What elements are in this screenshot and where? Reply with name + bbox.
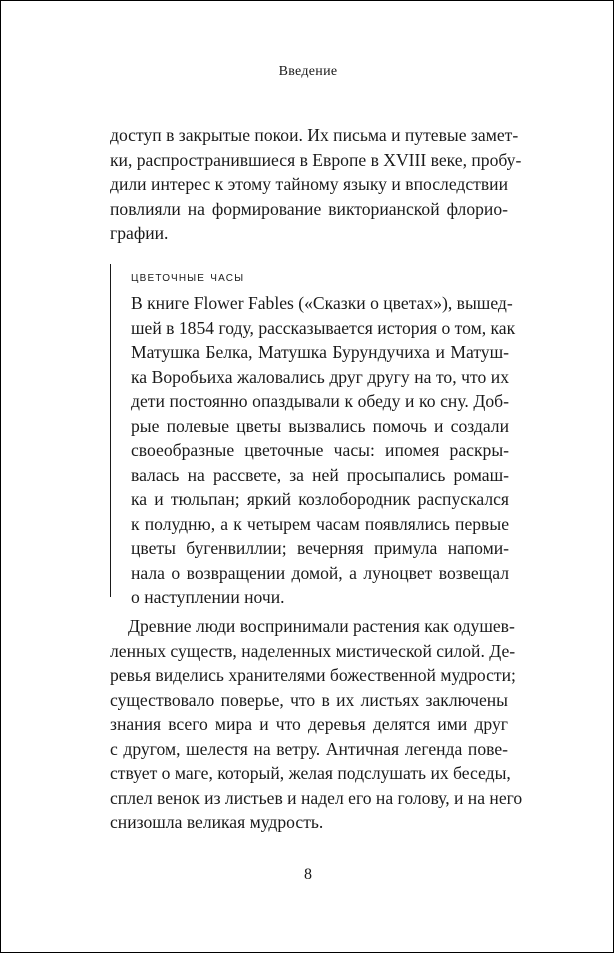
text-line: рые полевые цветы вызвались помочь и создали — [131, 415, 509, 436]
text-line: с другом, шелестя на ветру. Античная легенда пове- — [110, 738, 508, 759]
sidebar-box — [110, 264, 516, 607]
text-line: Древние люди воспринимали растения как одушев- — [128, 616, 515, 636]
text-line: повлияли на формирование викторианской флорио- — [110, 198, 508, 219]
text-line: ревья виделись хранителями божественной мудрости; — [110, 665, 516, 685]
text-line: снизошла великая мудрость. — [110, 812, 324, 832]
text-line: ки, распространившиеся в Европе в XVIII веке, пробу- — [110, 149, 522, 170]
text-line: дети постоянно опаздывали к обеду и ко сну. Доб- — [131, 391, 509, 411]
paragraph — [110, 614, 523, 835]
paragraph-continued — [110, 123, 522, 246]
text-line: ствует о маге, который, желая подслушать их беседы, — [110, 763, 511, 783]
text-line: дили интерес к этому тайному языку и впоследствии — [110, 174, 508, 194]
page-number: 8 — [304, 866, 312, 883]
text-line: шей в 1854 году, рассказывается история о том, как — [131, 317, 516, 338]
text-line: валась на рассвете, за ней просыпались ромаш- — [131, 464, 509, 485]
text-line: графии. — [110, 223, 169, 243]
text-line: существовало поверье, что в их листьях заключены — [110, 689, 508, 710]
text-line: о наступлении ночи. — [131, 587, 285, 607]
text-line: сплел венок из листьев и надел его на голову, и на него — [110, 787, 523, 808]
text-line: ка и тюльпан; яркий козлобородник распускался — [131, 489, 509, 509]
text-line: доступ в закрытые покои. Их письма и путевые замет- — [110, 125, 519, 145]
running-head: Введение — [278, 64, 338, 79]
sidebar-title: цветочные часы — [131, 268, 245, 284]
text-line: ка Воробьиха жаловались друг другу на то, что их — [131, 366, 509, 387]
sidebar-text — [131, 291, 516, 610]
text-line: к полудню, а к четырем часам появлялись первые — [131, 513, 509, 534]
text-line: знания всего мира и что деревья делятся ими друг — [110, 714, 508, 734]
text-line: нала о возвращении домой, а луноцвет возвещал — [131, 562, 509, 583]
text-line: цветы бугенвиллии; вечерняя примула напоми- — [131, 538, 509, 558]
text-line: ленных существ, наделенных мистической силой. Де- — [110, 640, 516, 661]
text-line: Матушка Белка, Матушка Бурундучиха и Матуш- — [131, 342, 509, 362]
text-line: В книге Flower Fables («Сказки о цветах»), вышед- — [131, 293, 513, 313]
text-line: своеобразные цветочные часы: ипомея раскры- — [131, 440, 509, 460]
